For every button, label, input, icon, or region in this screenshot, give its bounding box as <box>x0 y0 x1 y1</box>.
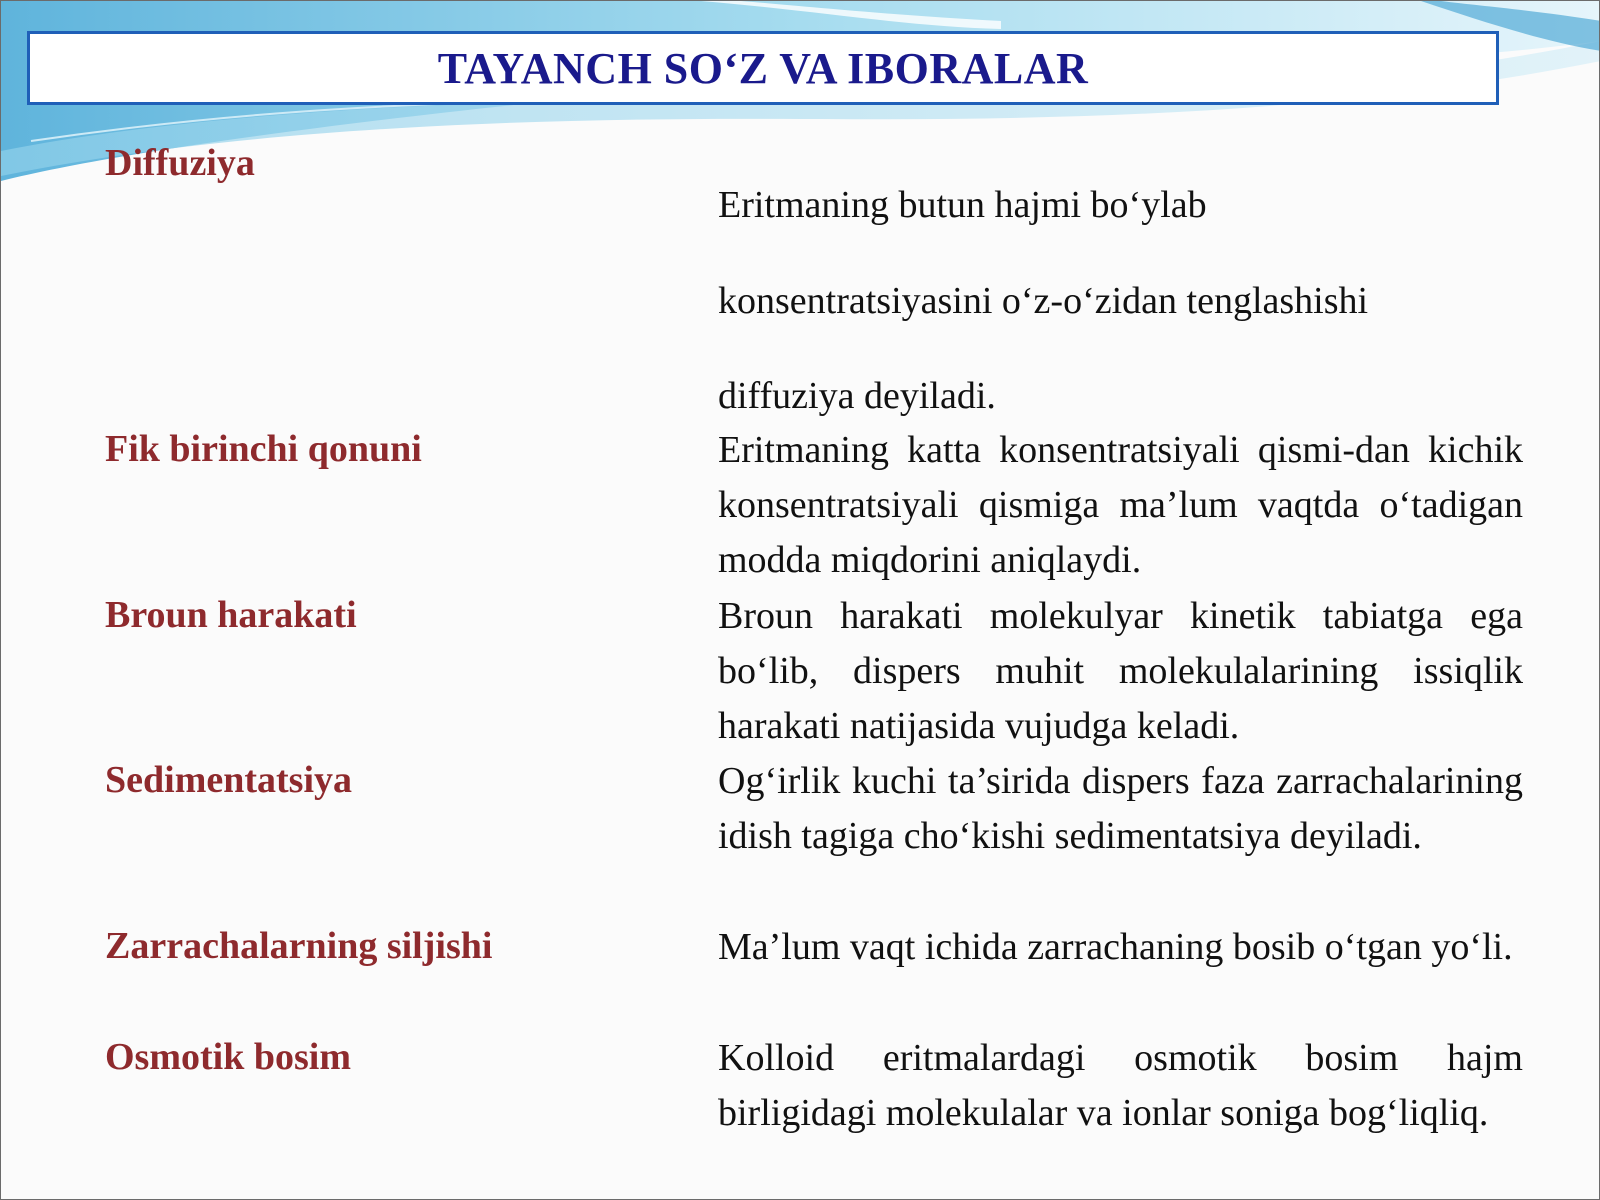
definition-fik-birinchi-qonuni: Eritmaning katta konsentratsiyali qismi-dan kichik konsentratsiyali qismiga ma’lum vaqtda o‘tadigan modda miqdorini aniqlaydi. <box>718 429 1523 581</box>
term-fik-birinchi-qonuni: Fik birinchi qonuni <box>105 428 422 470</box>
term-diffuziya: Diffuziya <box>105 142 255 184</box>
definition-broun-harakati: Broun harakati molekulyar kinetik tabiatga ega bo‘lib, dispers muhit molekulalarining issiqlik harakati natijasida vujudga keladi. <box>718 595 1523 747</box>
term-broun-harakati: Broun harakati <box>105 594 357 636</box>
title-box <box>27 31 1499 105</box>
definition-diffuziya-line-1: Eritmaning butun hajmi bo‘ylab <box>718 184 1207 226</box>
definition-osmotik-bosim: Kolloid eritmalardagi osmotik bosim hajm birligidagi molekulalar va ionlar soniga bog‘liqliq. <box>718 1037 1523 1134</box>
definition-diffuziya-line-2: konsentratsiyasini o‘z-o‘zidan tenglashishi <box>718 280 1369 322</box>
definition-diffuziya-line-3: diffuziya deyiladi. <box>718 375 996 417</box>
term-osmotik-bosim: Osmotik bosim <box>105 1036 351 1078</box>
definition-zarrachalarning-siljishi: Ma’lum vaqt ichida zarrachaning bosib o‘tgan yo‘li. <box>718 926 1513 968</box>
definition-sedimentatsiya: Og‘irlik kuchi ta’sirida dispers faza zarrachalarining idish tagiga cho‘kishi sedimentatsiya deyiladi. <box>718 760 1523 857</box>
term-zarrachalarning-siljishi: Zarrachalarning siljishi <box>105 925 493 967</box>
slide-title: TAYANCH SO‘Z VA IBORALAR <box>437 43 1089 93</box>
term-sedimentatsiya: Sedimentatsiya <box>105 759 352 801</box>
